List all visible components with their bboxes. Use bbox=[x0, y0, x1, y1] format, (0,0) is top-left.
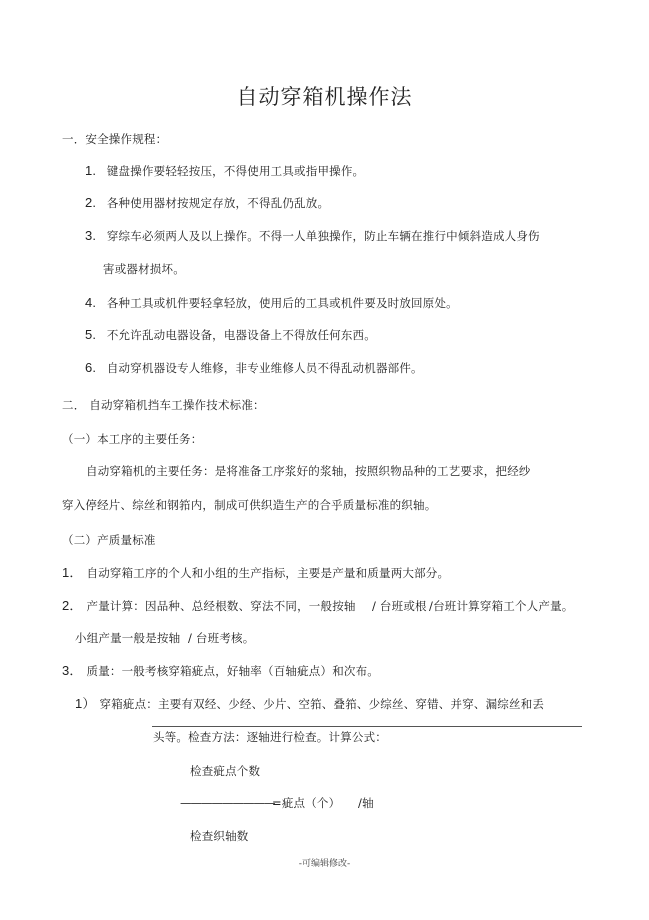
list-item-number: 1． bbox=[62, 565, 83, 580]
paragraph-line: 穿入停经片、综丝和钢筘内，制成可供织造生产的合乎质量标准的织轴。 bbox=[62, 498, 437, 512]
list-item-text: 产量计算：因品种、总经根数、穿法不同，一般按轴 bbox=[86, 599, 356, 613]
subsection-2-heading: （二）产质量标准 bbox=[62, 533, 156, 547]
list-item-continuation: / 台班考核。 bbox=[188, 631, 255, 645]
list-item-text: 穿箱疵点：主要有双经、少经、少片、空筘、叠筘、少综丝、穿错、并穿、漏综丝和丢 bbox=[99, 697, 545, 711]
list-item bbox=[85, 164, 364, 178]
list-item-text: 质量：一般考核穿箱疵点，好轴率（百轴疵点）和次布。 bbox=[86, 664, 379, 678]
list-item bbox=[85, 296, 458, 310]
paragraph-line: 自动穿箱机的主要任务：是将准备工序浆好的浆轴，按照织物品种的工艺要求，把经纱 bbox=[86, 464, 531, 478]
list-item-text: 键盘操作要轻轻按压，不得使用工具或指甲操作。 bbox=[106, 164, 365, 178]
divider bbox=[152, 726, 582, 727]
list-item bbox=[85, 229, 540, 243]
formula-result: =疵点（个） bbox=[272, 796, 341, 810]
list-item bbox=[85, 328, 376, 342]
list-item-continuation: 头等。检查方法：逐轴进行检查。计算公式： bbox=[153, 730, 387, 744]
list-item-text: 穿综车必须两人及以上操作。不得一人单独操作，防止车辆在推行中倾斜造成人身伤 bbox=[106, 229, 540, 243]
list-item-number: 1. bbox=[85, 163, 97, 178]
list-item-text: 各种工具或机件要轻拿轻放，使用后的工具或机件要及时放回原处。 bbox=[106, 296, 458, 310]
list-item-number: 6. bbox=[85, 360, 97, 375]
list-item-text: 自动穿箱工序的个人和小组的生产指标，主要是产量和质量两大部分。 bbox=[86, 566, 450, 580]
list-item bbox=[85, 361, 423, 375]
list-item-number: 3． bbox=[62, 663, 83, 678]
list-item bbox=[62, 599, 356, 613]
formula-fraction-bar: ————————— bbox=[180, 796, 275, 810]
list-item-number: 2. bbox=[85, 195, 97, 210]
section-2-heading: 二． 自动穿箱机挡车工操作技术标准： bbox=[62, 398, 265, 412]
list-item-continuation: 害或器材损坏。 bbox=[103, 262, 185, 276]
page-title: 自动穿箱机操作法 bbox=[236, 85, 413, 109]
formula-unit: /轴 bbox=[358, 796, 374, 810]
list-item bbox=[62, 664, 379, 678]
list-item-number: 2． bbox=[62, 598, 83, 613]
list-item-text: 各种使用器材按规定存放，不得乱仍乱放。 bbox=[106, 196, 330, 210]
list-item-text: /台班计算穿箱工个人产量。 bbox=[429, 599, 574, 613]
list-item-text: 不允许乱动电器设备，电器设备上不得放任何东西。 bbox=[106, 328, 376, 342]
section-1-heading: 一．安全操作规程： bbox=[62, 132, 168, 146]
list-item-text: / 台班或根 bbox=[372, 599, 427, 613]
formula-numerator: 检查疵点个数 bbox=[190, 764, 261, 778]
list-item bbox=[85, 196, 329, 210]
list-item-number: 4. bbox=[85, 295, 97, 310]
list-item bbox=[75, 697, 544, 711]
page-footer: -可编辑修改- bbox=[298, 859, 351, 869]
subsection-1-heading: （一）本工序的主要任务： bbox=[62, 432, 203, 446]
list-item bbox=[62, 566, 449, 580]
formula-denominator: 检查织轴数 bbox=[190, 829, 249, 843]
list-item-number: 3. bbox=[85, 228, 97, 243]
list-item-number: 1） bbox=[75, 696, 96, 711]
list-item-continuation: 小组产量一般是按轴 bbox=[75, 631, 181, 645]
list-item-text: 自动穿机器设专人维修，非专业维修人员不得乱动机器部件。 bbox=[106, 361, 423, 375]
list-item-number: 5. bbox=[85, 327, 97, 342]
